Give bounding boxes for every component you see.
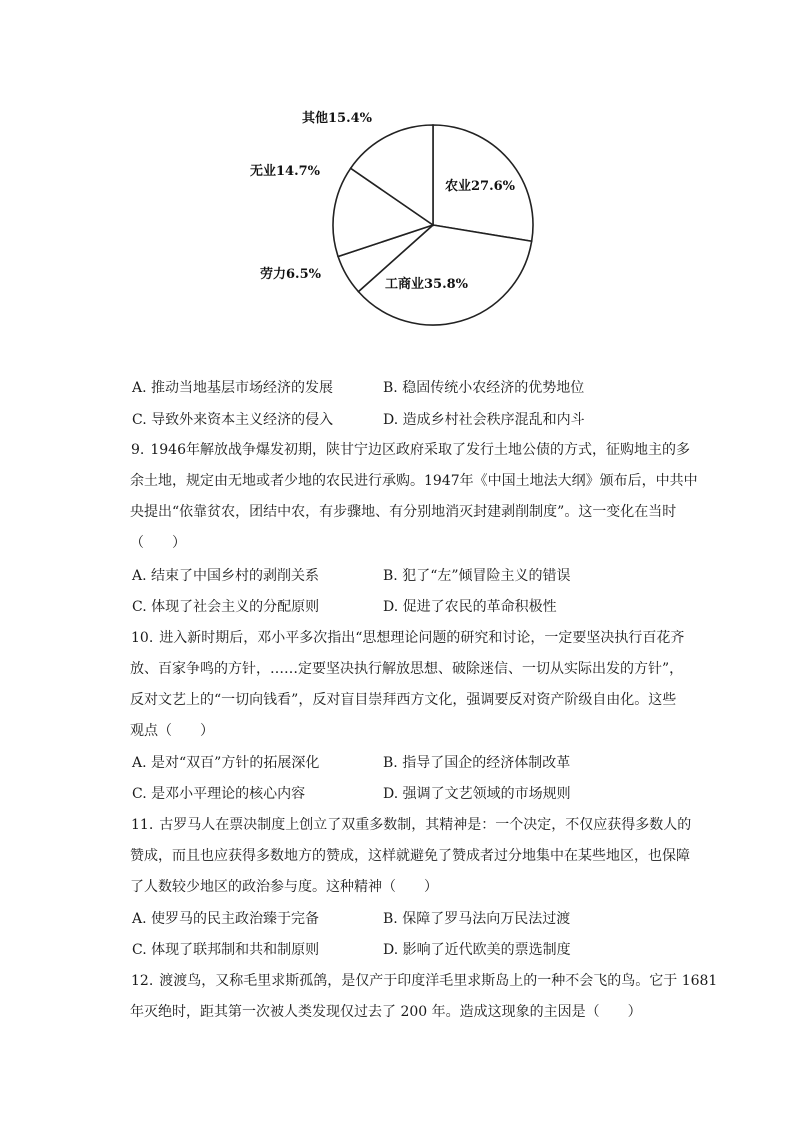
q11-stem-line-1 xyxy=(131,815,691,835)
q10-text-1: 进入新时期后，邓小平多次指出“思想理论问题的研究和讨论，一定要坚决执行百花齐 xyxy=(159,630,685,646)
pie-chart xyxy=(240,85,550,350)
q12-text-1: 渡渡鸟，又称毛里求斯孤鸽，是仅产于印度洋毛里求斯岛上的一种不会飞的鸟。它于 1681 xyxy=(159,973,718,989)
pie-label-5: 其他15.4% xyxy=(302,111,373,126)
q10-option-d[interactable]: D. 强调了文艺领域的市场规则 xyxy=(383,786,571,802)
q10-stem-line-3: 反对文艺上的“一切向钱看”，反对盲目崇拜西方文化，强调要反对资产阶级自由化。这些 xyxy=(130,692,677,708)
q10-stem-line-1 xyxy=(131,628,684,648)
q11-option-d[interactable]: D. 影响了近代欧美的票选制度 xyxy=(383,942,571,958)
q10-stem-line-2: 放、百家争鸣的方针，……定要坚决执行解放思想、破除迷信、一切从实际出发的方针”， xyxy=(130,661,684,677)
q10-option-c[interactable]: C. 是邓小平理论的核心内容 xyxy=(132,786,306,802)
q12-stem-line-2: 年灭绝时，距其第一次被人类发现仅过去了 200 年。造成这现象的主因是（ ） xyxy=(130,1004,642,1020)
q11-stem-line-2: 赞成，而且也应获得多数地方的赞成，这样就避免了赞成者过分地集中在某些地区，也保障 xyxy=(130,848,690,864)
q8-option-a[interactable]: A. 推动当地基层市场经济的发展 xyxy=(132,380,334,396)
q11-stem-line-3: 了人数较少地区的政治参与度。这种精神（ ） xyxy=(130,879,438,895)
q11-number: 11. xyxy=(131,817,154,833)
q9-stem-line-2: 余土地，规定由无地或者少地的农民进行承购。1947年《中国土地法大纲》颁布后，中共中 xyxy=(130,473,698,489)
pie-slices xyxy=(333,125,533,325)
q9-option-a[interactable]: A. 结束了中国乡村的剥削关系 xyxy=(132,568,320,584)
q11-option-a[interactable]: A. 使罗马的民主政治臻于完备 xyxy=(132,911,320,927)
q11-text-1: 古罗马人在票决制度上创立了双重多数制，其精神是：一个决定，不仅应获得多数人的 xyxy=(159,817,692,833)
q10-option-a[interactable]: A. 是对“双百”方针的拓展深化 xyxy=(132,755,320,771)
q8-option-c[interactable]: C. 导致外来资本主义经济的侵入 xyxy=(132,412,334,428)
q9-option-b[interactable]: B. 犯了“左”倾冒险主义的错误 xyxy=(383,568,571,584)
q12-stem-line-1 xyxy=(131,971,717,991)
pie-label-2: 工商业35.8% xyxy=(385,277,469,292)
pie-label-1: 农业27.6% xyxy=(445,179,516,194)
q8-option-d[interactable]: D. 造成乡村社会秩序混乱和内斗 xyxy=(383,412,585,428)
q8-option-b[interactable]: B. 稳固传统小农经济的优势地位 xyxy=(383,380,585,396)
q9-option-d[interactable]: D. 促进了农民的革命积极性 xyxy=(383,599,557,615)
q12-number: 12. xyxy=(131,973,154,989)
q9-answer-blank: （ ） xyxy=(130,535,186,551)
q9-text-1: 1946年解放战争爆发初期，陕甘宁边区政府采取了发行土地公债的方式，征购地主的多 xyxy=(150,442,690,458)
q11-option-c[interactable]: C. 体现了联邦制和共和制原则 xyxy=(132,942,320,958)
pie-label-3: 劳力6.5% xyxy=(260,267,321,282)
q10-stem-line-4: 观点（ ） xyxy=(130,723,214,739)
q10-number: 10. xyxy=(131,630,154,646)
q11-option-b[interactable]: B. 保障了罗马法向万民法过渡 xyxy=(383,911,571,927)
q9-number: 9. xyxy=(131,442,145,458)
q9-option-c[interactable]: C. 体现了社会主义的分配原则 xyxy=(132,599,320,615)
pie-label-4: 无业14.7% xyxy=(250,164,321,179)
q10-option-b[interactable]: B. 指导了国企的经济体制改革 xyxy=(383,755,571,771)
q9-stem-line-1 xyxy=(131,440,690,460)
q9-stem-line-3: 央提出“依靠贫农，团结中农，有步骤地、有分别地消灭封建剥削制度”。这一变化在当时 xyxy=(130,504,677,520)
